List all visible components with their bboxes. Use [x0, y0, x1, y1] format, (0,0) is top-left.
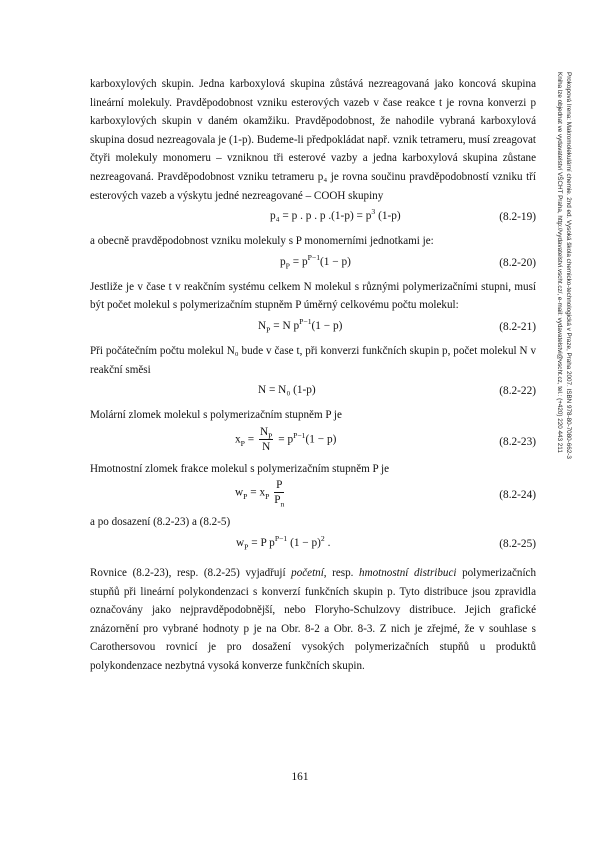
paragraph-8-part-c: polymerizačních stupňů při lineární polykondenzaci s konverzí funkčních skupin p. Tyto distribuce jsou zpravidla označovány jako nejpravděpodobnější, nebo Floryho-Schulzovy distribuce. Jejich grafické znázornění pro vybrané hodnoty p je na Obr. 8-2 a Obr. 8-3. Z nich je zřejmé, že v souhlase s Carothersovou rovnicí je pro dosažení vysokých polymerizačních stupňů u produktů polykondenzace nezbytná vysoká konverze funkčních skupin.: [90, 566, 536, 672]
eq23-mid: = p: [275, 433, 294, 446]
eq22-number: (8.2-22): [499, 385, 536, 398]
eq19-number: (8.2-19): [499, 211, 536, 224]
eq20-exponent: P−1: [307, 252, 321, 262]
paragraph-8: [90, 564, 536, 676]
paragraph-4: Při počátečním počtu molekul N₀ bude v čase t, při konverzi funkčních skupin p, počet molekul N v reakční směsi: [90, 344, 536, 376]
equation-8-2-19: [90, 206, 536, 231]
eq24-frac-denominator: P: [274, 494, 281, 507]
paragraph-1: karboxylových skupin. Jedna karboxylová skupina zůstává nezreagovaná jako koncová skupina lineární molekuly. Pravděpodobnost vzniku esterových vazeb v čase reakce t je rovna konverzi p karboxylových skupin v daném okamžiku. Pravděpodobnost, že nahodile vybraná karboxylová skupina dosud nezreagovala je (1-p). Budeme-li předpokládat např. vznik tetrameru, musí zreagovat čtyři molekuly monomeru – vzniknou tři esterové vazby a jedna karboxylová skupina zůstane nezreagovaná. Pravděpodobnost vzniku tetrameru p₄ je rovna součinu pravděpodobností vzniku tří esterových vazeb a výskytu jedné nezreagované – COOH skupiny: [90, 78, 536, 202]
eq20-rhs: (1 − p): [320, 255, 351, 268]
eq24-frac-denominator-sub: n: [280, 499, 285, 509]
eq23-fraction: [259, 426, 273, 454]
paragraph-3: Jestliže je v čase t v reakčním systému celkem N molekul s různými polymerizačními stupni, musí být počet molekul s polymerizačním stupněm P úměrný celkovému počtu molekul:: [90, 280, 536, 312]
paragraph-6: Hmotnostní zlomek frakce molekul s polymerizačním stupněm P je: [90, 462, 390, 475]
eq19-rhs: (1-p): [375, 210, 401, 223]
eq21-exponent: P−1: [299, 317, 312, 327]
main-text-column: [90, 75, 536, 675]
eq23-frac-numerator: N: [259, 425, 269, 438]
eq23-frac-numerator-sub: P: [268, 430, 273, 440]
eq21-number: (8.2-21): [499, 320, 536, 333]
paragraph-8-part-a: Rovnice (8.2-23), resp. (8.2-25) vyjadřují: [90, 566, 292, 579]
paragraph-8-emphasis-2: hmotnostní distribuci: [359, 566, 457, 579]
eq24-mid-sub: P: [265, 492, 270, 502]
page-number: 161: [291, 771, 309, 783]
eq21-lhs: N: [258, 319, 267, 332]
equation-8-2-24: [90, 479, 536, 512]
eq20-number: (8.2-20): [499, 256, 536, 269]
citation-line-2: Kniha lze objednat ve vydavatelství VŠCHT Praha, http://vydavatelstvi.vscht.cz/, e-mail: vydavatelstvi@vscht.cz, tel.: (+420) 220 443 211: [556, 72, 563, 453]
eq23-exponent: P−1: [293, 430, 306, 440]
eq23-lhs: x: [235, 433, 241, 446]
equation-8-2-25: [90, 533, 536, 558]
eq25-number: (8.2-25): [499, 537, 536, 550]
eq20-lhs-sub: P: [285, 261, 290, 270]
eq24-frac-numerator: P: [276, 479, 283, 492]
eq24-lhs: w: [235, 486, 244, 499]
equation-8-2-21: [90, 316, 536, 341]
eq25-exponent: P−1: [274, 534, 288, 544]
eq24-lhs-sub: P: [243, 492, 248, 502]
eq25-lhs: w: [236, 536, 245, 549]
eq25-rhs: (1 − p): [287, 536, 321, 549]
eq19-lhs: p₄ = p . p . p .(1-p) = p: [270, 210, 372, 223]
paragraph-2: a obecně pravděpodobnost vzniku molekuly s P monomerními jednotkami je:: [90, 235, 434, 248]
eq25-mid: = P p: [248, 536, 275, 549]
eq20-lhs: p: [280, 255, 286, 268]
eq24-fraction: [274, 479, 284, 507]
eq25-lhs-sub: P: [244, 542, 249, 552]
paragraph-8-emphasis-1: početní: [291, 566, 324, 579]
eq23-frac-denominator: N: [262, 440, 271, 453]
eq19-exponent: 3: [371, 207, 376, 217]
eq25-exponent-2: 2: [320, 534, 325, 544]
eq23-number: (8.2-23): [499, 435, 536, 448]
paragraph-5: Molární zlomek molekul s polymerizačním stupněm P je: [90, 409, 342, 422]
eq24-number: (8.2-24): [499, 489, 536, 502]
paragraph-8-part-b: , resp.: [323, 566, 360, 579]
eq21-lhs-sub: P: [266, 325, 271, 335]
eq23-lhs-sub: P: [240, 438, 245, 448]
eq22-body: N = N₀ (1-p): [258, 384, 316, 397]
eq21-mid: = N p: [270, 319, 300, 332]
eq23-rhs: (1 − p): [305, 433, 337, 446]
citation-line-1: Prokopová Irena: Makromolekulární chemie. 2nd ed. Vysoká škola chemicko-technologická v Praze, Praha 2007. ISBN 978-80-7080-662-3: [565, 72, 572, 459]
vertical-citation-sidebar: [555, 72, 573, 602]
eq25-end: .: [324, 536, 331, 549]
eq20-mid: = p: [289, 255, 308, 268]
equation-8-2-20: [90, 252, 536, 277]
equation-8-2-23: $x_P$ = $\frac{N_P}{N}$ = $p^{P-1}(1 - p)$ (8.2-23): [235, 425, 536, 453]
eq21-rhs: (1 − p): [311, 319, 343, 332]
equation-8-2-22: [90, 380, 536, 405]
paragraph-7: a po dosazení (8.2-23) a (8.2-5): [90, 516, 231, 529]
eq24-mid: = x: [247, 486, 266, 499]
